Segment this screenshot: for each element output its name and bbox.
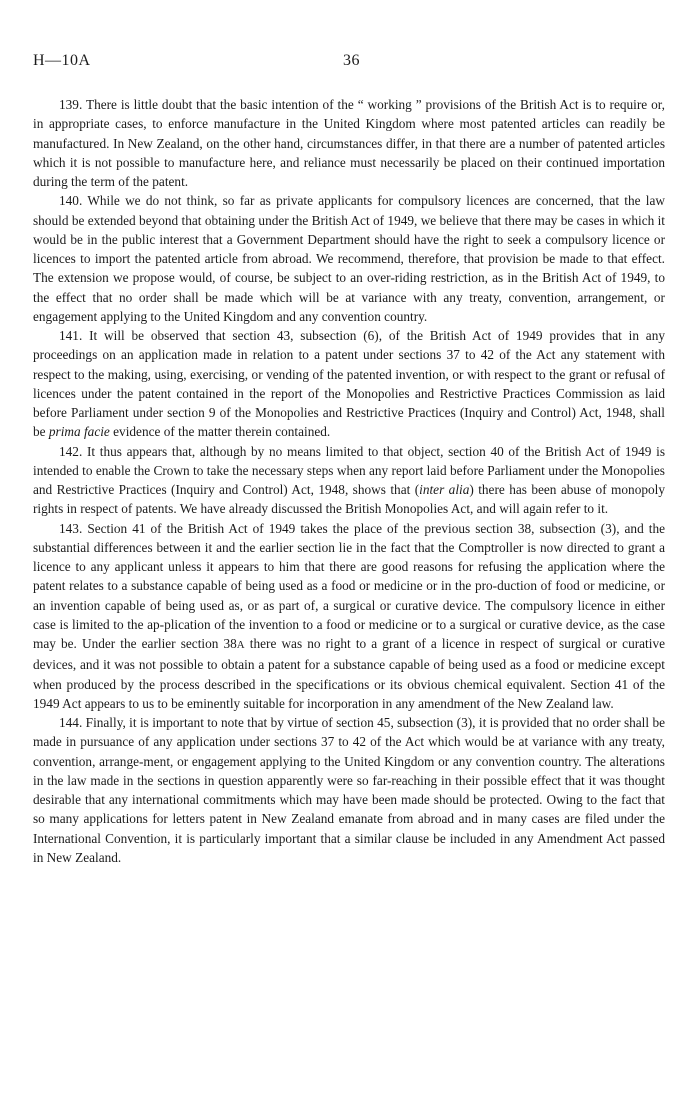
paragraph-text: Section 41 of the British Act of 1949 takes the place of the previous section 38, subsection (3), and the substantial differences between it and the earlier section lie in the fact that the Comptroller is now directed to grant a licence to any applicant unless it appears to him that there are good reasons for refusing the application where the patent relates to a substance capable of being used as a food or medicine or in the pro-duction of food or medicine, or an invention capable of being used as, or as part of, a surgical or curative device. The compulsory licence in either case is limited to the ap-plication of the invention to a food or medicine or to a surgical or curative device, as the case may be. Under the earlier section 38	[33, 520, 666, 651]
section-suffix: A	[236, 639, 245, 651]
paragraph-143	[33, 519, 665, 714]
paragraph-text: There is little doubt that the basic intention of the “ working ” provisions of the British Act is to require or, in appropriate cases, to enforce manufacture in the United Kingdom where most patented articles can readily be manufactured. In New Zealand, on the other hand, circumstances differ, in that there are a number of patented articles which it is not possible to manufacture here, and reliance must necessarily be placed on their continued importation during the term of the patent.	[33, 97, 665, 189]
paragraph-number: 144.	[59, 715, 83, 730]
paragraph-139	[33, 95, 665, 191]
paragraph-number: 140.	[59, 193, 83, 209]
paragraph-number: 142.	[59, 443, 83, 459]
paragraph-text-continued: evidence of the matter therein contained.	[113, 424, 331, 440]
body-text	[33, 95, 665, 867]
paragraph-text-continued: ) there has been abuse of monopoly rights in respect of patents. We have already discussed the British Monopolies Act, and will again refer to it.	[33, 482, 665, 517]
paragraph-text: It will be observed that section 43, subsection (6), of the British Act of 1949 provides that in any proceedings on an application made in relation to a patent under sections 37 to 42 of the Act any statement with respect to the making, using, exercising, or vending of the patented invention, or with respect to the grant or refusal of licences under the patent contained in the report of the Monopolies and Restrictive Practices Commission as laid before Parliament under section 9 of the Monopolies and Restrictive Practices (Inquiry and Control) Act, 1948, shall be	[33, 328, 665, 440]
italic-phrase: inter alia	[419, 482, 470, 497]
paragraph-141	[33, 326, 665, 442]
document-reference: H—10A	[33, 52, 91, 69]
italic-phrase: prima facie	[48, 424, 110, 440]
paragraph-number: 143.	[59, 520, 83, 536]
paragraph-140	[33, 191, 665, 326]
paragraph-144	[33, 713, 665, 867]
paragraph-number: 141.	[59, 328, 83, 343]
paragraph-text: Finally, it is important to note that by virtue of section 45, subsection (3), it is provided that no order shall be made in pursuance of any application under sections 37 to 42 of the Act which would be at variance with any treaty, convention, arrange-ment, or engagement applying to the United Kingdom or any convention country. The alterations in the law made in the sections in question apparently were so far-reaching in their possible effect that it was thought desirable that any international commitments which may have been made should be protected. Owing to the fact that so many applications for letters patent in New Zealand emanate from abroad and in many cases are filed under the International Convention, it is particularly important that a similar clause be included in any Amendment Act passed in New Zealand.	[33, 715, 665, 865]
paragraph-142	[33, 442, 665, 519]
paragraph-text: While we do not think, so far as private applicants for compulsory licences are concerned, that the law should be extended beyond that obtaining under the British Act of 1949, we believe that there may be cases in which it would be in the public interest that a Government Department should have the right to seek a compulsory licence or licences to import the patented article from abroad. We recommend, therefore, that provision be made to that effect. The extension we propose would, of course, be subject to an over-riding restriction, as in the British Act of 1949, to the effect that no order shall be made which will be at variance with any treaty, convention, arrangement, or engagement applying to the United Kingdom and any convention country.	[33, 193, 665, 324]
page-number: 36	[343, 52, 360, 69]
paragraph-text: It thus appears that, although by no means limited to that object, section 40 of the British Act of 1949 is intended to enable the Crown to take the necessary steps when any report laid before Parliament under the Monopolies and Restrictive Practices (Inquiry and Control) Act, 1948, shows that (	[33, 443, 665, 497]
paragraph-number: 139.	[59, 97, 83, 112]
paragraph-text-continued: there was no right to a grant of a licence in respect of surgical or curative devices, and it was not possible to obtain a patent for a substance capable of being used as a food or medicine except when produced by the process described in the specifications or its obvious chemical equivalent. Section 41 of the 1949 Act appears to us to be eminently suitable for incorporation in any amendment of the New Zealand law.	[33, 636, 665, 711]
page-header	[33, 52, 665, 72]
